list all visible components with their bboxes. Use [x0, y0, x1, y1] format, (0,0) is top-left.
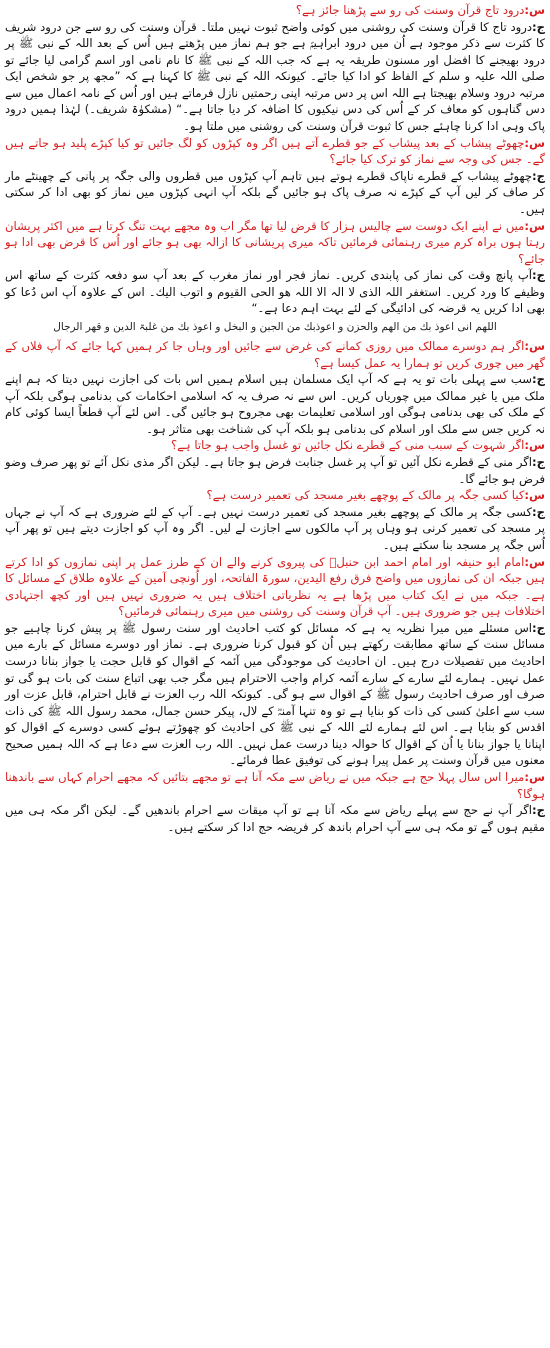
answer-label: ج:	[532, 504, 545, 519]
question-paragraph	[5, 135, 545, 168]
question-paragraph	[5, 769, 545, 802]
question-label: س:	[524, 135, 545, 150]
question-text: اگر شہوت کے سبب منی کے قطرے نکل جائیں تو غسل واجب ہو جاتا ہے؟	[170, 438, 525, 453]
question-label: س:	[524, 770, 545, 785]
question-label: س:	[524, 488, 545, 503]
question-paragraph	[5, 2, 545, 19]
question-paragraph	[5, 218, 545, 268]
answer-paragraph	[5, 620, 545, 769]
question-text: میں نے اپنے ایک دوست سے چالیس ہزار کا قرض لیا تھا مگر اب وہ مجھے بہت تنگ کرتا ہے میں اکثر پریشان رہتا ہوں براہ کرم میری رہنمائی فرمائیں تاکہ میری پریشانی کا ازالہ بھی ہو جائے اور اُس کا قرض بھی ادا ہو جائے؟	[5, 218, 545, 266]
qa-block	[5, 218, 545, 335]
qa-block	[5, 487, 545, 553]
question-text: چھوٹے پیشاب کے بعد پیشاب کے جو قطرے آتے ہیں اگر وہ کپڑوں کو لگ جائیں تو کیا کپڑے پلید ہو جاتے ہیں گے۔ جس کی وجہ سے نماز کو ترک کیا جائے؟	[5, 135, 545, 167]
answer-text: اگر منی کے قطرے نکل آئیں تو آپ پر غسل جنابت فرض ہو جاتا ہے۔ لیکن اگر مذی نکل آئے تو پھر صرف وضو فرض ہو جائے گا۔	[5, 455, 545, 486]
qa-block	[5, 437, 545, 487]
answer-text: آپ پانچ وقت کی نماز کی پابندی کریں۔ نماز فجر اور نماز مغرب کے بعد آپ سو دفعہ کثرت کے ساتھ اس وظیفے کا ورد کریں۔ استغفر اللہ الذی لا الہ الا اللہ ھو الحی القیوم و اتوب الیك۔ اس کے علاوہ آپ اس دُعا کو بھی ادا کریں یہ قرضہ کی ادائیگی کے لئے بہت اہم دعا ہے۔“	[5, 268, 545, 316]
answer-paragraph	[5, 267, 545, 317]
answer-label: ج:	[532, 268, 545, 283]
question-text: اگر ہم دوسرے ممالک میں روزی کمانے کی غرض سے جائیں اور وہاں جا کر ہمیں کہا جائے کہ آپ فلاں کے گھر میں چوری کریں تو ہمارا یہ عمل کیسا ہے؟	[5, 338, 545, 370]
qa-block	[5, 554, 545, 770]
answer-paragraph	[5, 371, 545, 437]
answer-label: ج:	[532, 455, 545, 470]
question-label: س:	[524, 554, 545, 569]
question-paragraph	[5, 338, 545, 371]
answer-paragraph	[5, 168, 545, 218]
answer-paragraph	[5, 802, 545, 835]
answer-text: چھوٹے پیشاب کے قطرے ناپاک قطرے ہوتے ہیں تاہم آپ کپڑوں میں قطروں والی جگہ پر پانی کے چھینٹے مار کر صاف کر لیں آپ کے کپڑے نہ صرف پاک ہو جائیں گے بلکہ آپ انہی کپڑوں میں نماز کو بھی ادا کر سکتی ہیں۔	[5, 168, 545, 216]
answer-text: درود تاج کا قرآن وسنت کی روشنی میں کوئی واضح ثبوت نہیں ملتا۔ قرآن وسنت کی رو سے جن درود شریف کا کثرت سے ذکر موجود ہے اُن میں درود ابراہیمؐ ہے جو ہم نماز میں پڑھتے ہیں اُس کے بعد اللہ کے نبی ﷺ پر درود بھیجنے کا افضل اور مسنون طریقہ یہ ہے کہ جب اللہ کے نبی ﷺ کا نام نامی اور اسم گرامی لیا جائے تو صلی اللہ علیہ و سلم کے الفاظ کو ادا کیا جائے۔ کیونکہ اللہ کے نبی ﷺ کا کہنا ہے کہ ”مجھ پر جو شخص ایک مرتبہ درود وسلام بھیجتا ہے اللہ اس پر دس مرتبہ اپنی رحمتیں نازل فرماتے ہیں اور اُس کے نامہ اعمال میں سے دس گناہوں کو معاف کر کے اُس کی دس نیکیوں کا اضافہ کر دیا جاتا ہے۔“ (مشکوٰۃ شریف۔) لہٰذا ہمیں درود پاک وہی ادا کرنا چاہئے جس کا ثبوت قرآن وسنت کی روشنی میں ملتا ہو۔	[5, 19, 545, 134]
question-label: س:	[524, 3, 545, 17]
answer-label: ج:	[532, 168, 545, 183]
qa-block	[5, 135, 545, 218]
answer-text: اگر آپ نے حج سے پہلے ریاض سے مکہ آنا ہے تو آپ میقات سے احرام باندھیں گے۔ لیکن اگر مکہ ہی میں مقیم ہوں گے تو مکہ ہی سے آپ احرام باندھ کر فریضہ حج ادا کر سکتے ہیں۔	[5, 803, 545, 834]
answer-text: کسی جگہ پر مالک کے پوچھے بغیر مسجد کی تعمیر درست نہیں ہے۔ آپ کے لئے ضروری ہے کہ آپ نے جہاں پر مسجد کی تعمیر کرنی ہو وہاں پر آپ مالکوں سے اجازت لے لیں۔ اگر وہ آپ کو اجازت دیتے ہیں تو پھر آپ اُس جگہ پر مسجد بنا سکتے ہیں۔	[5, 504, 545, 552]
question-text: کیا کسی جگہ پر مالک کے پوچھے بغیر مسجد کی تعمیر درست ہے؟	[206, 488, 525, 503]
answer-label: ج:	[532, 372, 545, 387]
answer-paragraph	[5, 454, 545, 487]
question-paragraph	[5, 437, 545, 454]
answer-label: ج:	[532, 620, 545, 635]
question-paragraph	[5, 487, 545, 504]
answer-text: سب سے پہلی بات تو یہ ہے کہ آپ ایک مسلمان ہیں اسلام ہمیں اس بات کی اجازت نہیں دیتا کہ ہم اپنے ملک میں یا غیر ممالک میں چوریاں کریں۔ اس سے نہ صرف یہ کہ اسلامی احکامات کی بدنامی ہوگی بلکہ آپ کے ملک کی بھی بدنامی ہوگی اور اسلامی تعلیمات بھی مجروح ہو جائیں گی۔ اس لئے آپ قطعاً ایسا کوئی کام نہ کریں جس سے ملک اور اسلام کی بدنامی ہو بلکہ آپ کی شناخت بھی متاثر ہو۔	[5, 372, 545, 436]
question-label: س:	[524, 438, 545, 453]
answer-label: ج:	[532, 803, 545, 818]
arabic-dua-line: اللھم انی اعوذ بك من الھم والحزن و اعوذبك من الجبن و البخل و اعوذ بك من غلبۃ الدین و قھر الرجال	[53, 320, 497, 333]
question-label: س:	[524, 338, 545, 353]
qa-block	[5, 338, 545, 437]
answer-text: اس مسئلے میں میرا نظریہ یہ ہے کہ مسائل کو کتب احادیث اور سنت رسول ﷺ پر پیش کرنا چاہیے جو مسائل سنت کے ساتھ مطابقت رکھتے ہیں اُن کو قبول کرنا ضروری ہے۔ نماز اور دوسرے مسائل کے بارے میں احادیث میں تفصیلات درج ہیں۔ ان احادیث کی موجودگی میں آئمہ کے اقوال کو قابل حجت یا جواز بنانا درست عمل نہیں۔ ہمارے لئے سارے کے سارے آئمہ کرام واجب الاحترام ہیں مگر جب بھی اتباع سنت کی بات ہو گی تو صرف اور صرف احادیث رسول ﷺ کے اقوال سے ہو گی۔ کیونکہ اللہ رب العزت نے قابل احترام، قابل عزت اور سب سے اعلیٰ کسی کی ذات کو بنایا ہے تو وہ تنہا آمنہؓ کے لال، پیکر حسن جمال، محمد رسول اللہ ﷺ کی ذات اقدس کو بنایا ہے۔ اس لئے ہمارے لئے اللہ کے نبی ﷺ کی احادیث کو چھوڑتے ہوئے کسی دوسرے کے اقوال کو اپنانا یا جواز بنانا یا اُن کے اقوال کا حوالہ دینا درست عمل نہیں۔ اللہ رب العزت سے دعا ہے کہ اللہ ہمیں صحیح معنوں میں قرآن وسنت پر عمل پیرا ہونے کی توفیق عطا فرمائے۔	[5, 620, 545, 768]
qa-block	[5, 2, 545, 135]
question-text: درود تاج قرآن وسنت کی رو سے پڑھنا جائز ہے؟	[295, 3, 525, 17]
answer-label: ج:	[532, 19, 545, 34]
answer-paragraph	[5, 19, 545, 135]
qa-block	[5, 769, 545, 835]
answer-paragraph	[5, 504, 545, 554]
question-paragraph	[5, 554, 545, 620]
question-label: س:	[524, 218, 545, 233]
question-text: امام ابو حنیفہ اور امام احمد ابن حنبلؒ کی پیروی کرنے والے ان کے طرز عمل پر اپنی نمازوں کو ادا کرتے ہیں جبکہ ان کی نمازوں میں واضح فرق رفع الیدین، سورۃ الفاتحہ، اور اُونچی آمین کے علاوہ طلاق کے مسائل کا ہے۔ جبکہ میں نے ایک کتاب میں پڑھا ہے یہ نظریاتی اختلاف ہیں یہ ضروری نہیں ہیں اور کچھ اجتہادی اختلافات ہیں جو ضروری ہیں۔ آپ قرآن وسنت کی روشنی میں میری رہنمائی فرمائیں؟	[5, 554, 545, 619]
question-text: میرا اس سال پہلا حج ہے جبکہ میں نے ریاض سے مکہ آنا ہے تو مجھے بتائیں کہ مجھے احرام کہاں سے باندھنا ہوگا؟	[5, 770, 545, 801]
